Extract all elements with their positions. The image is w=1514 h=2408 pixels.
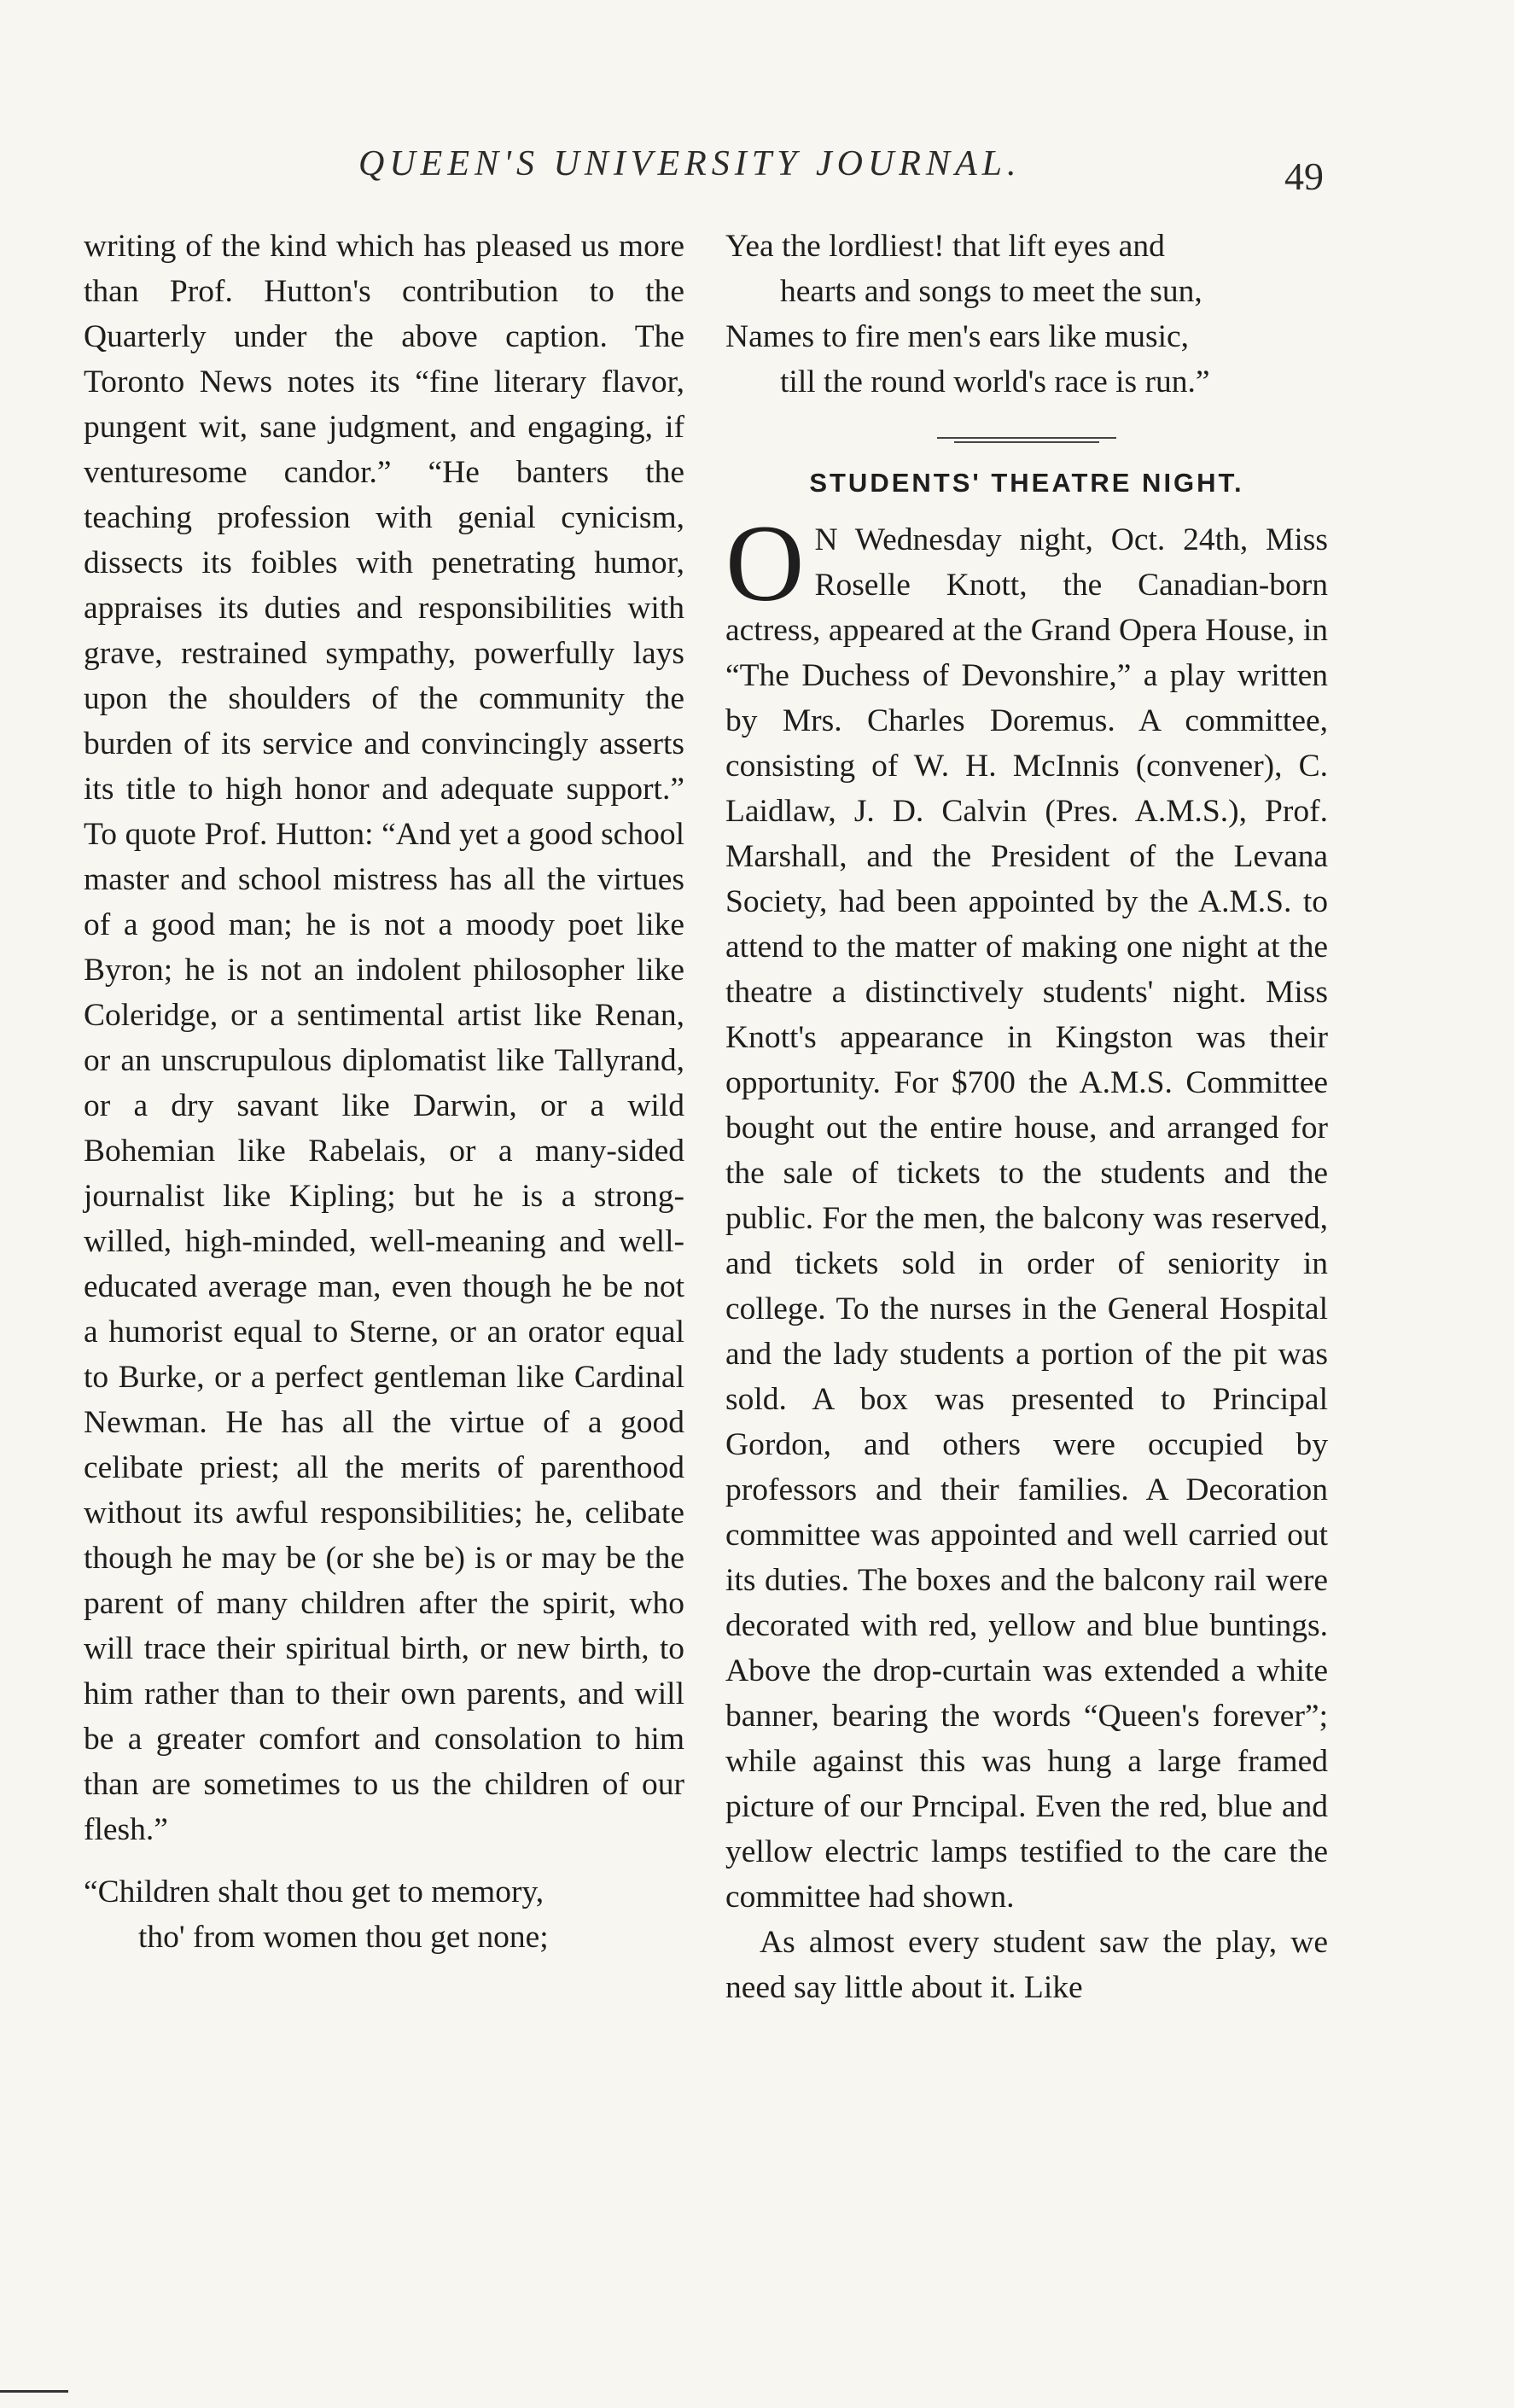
drop-cap: O — [725, 503, 805, 624]
article-paragraph-2: As almost every student saw the play, we need say little about it. Like — [725, 1925, 1328, 2005]
verse-line: Yea the lordliest! that lift eyes and — [725, 229, 1165, 264]
verse-line: Names to fire men's ears like music, — [725, 319, 1190, 354]
verse-line: tho' from women thou get none; — [138, 1920, 549, 1955]
left-paragraph: writing of the kind which has pleased us more than Prof. Hutton's contribution to the Quarterly under the above caption. The Toronto News notes its “fine literary flavor, pungent wit, sane judgment, and engaging, if venturesome candor.” “He banters the teaching profession with genial cynicism, dissects its foibles with penetrating humor, appraises its duties and responsibilities with grave, restrained sympathy, powerfully lays upon the shoulders of the community the burden of its service and convincingly asserts its title to high honor and adequate support.” To quote Prof. Hutton: “And yet a good school master and school mistress has all the virtues of a good man; he is not a moody poet like Byron; he is not an indolent philosopher like Coleridge, or a sentimental artist like Renan, or an unscrupulous diplomatist like Tallyrand, or a dry savant like Darwin, or a wild Bohemian like Rabelais, or a many-sided journalist like Kipling; but he is a strong-willed, high-minded, well-meaning and well-educated average man, even though he be not a humorist equal to Sterne, or an orator equal to Burke, or a perfect gentleman like Cardinal Newman. He has all the virtue of a good celibate priest; all the merits of parenthood without its awful responsibilities; he, celibate though he may be (or she be) is or may be the parent of many children after the spirit, who will trace their spiritual birth, or new birth, to him rather than to their own parents, and will be a greater comfort and consolation to him than are sometimes to us the children of our flesh.” — [84, 229, 684, 1847]
verse-line: hearts and songs to meet the sun, — [780, 274, 1202, 309]
verse-line: “Children shalt thou get to memory, — [84, 1875, 544, 1909]
running-title: QUEEN'S UNIVERSITY JOURNAL. — [358, 144, 1022, 184]
left-verse — [84, 1869, 684, 1960]
section-divider — [725, 437, 1328, 443]
article-paragraph-1 — [725, 503, 1328, 1920]
article-title: STUDENTS' THEATRE NIGHT. — [809, 468, 1244, 498]
paragraph-1-text: N Wednesday night, Oct. 24th, Miss Roselle Knott, the Canadian-born actress, appeared at the Grand Opera House, in “The Duchess of Devonshire,” a play written by Mrs. Charles Doremus. A committee, consisting of W. H. McInnis (convener), C. Laidlaw, J. D. Calvin (Pres. A.M.S.), Prof. Marshall, and the President of the Levana Society, had been appointed by the A.M.S. to attend to the matter of making one night at the theatre a distinctively students' night. Miss Knott's appearance in Kingston was their opportunity. For $700 the A.M.S. Committee bought out the entire house, and arranged for the sale of tickets to the students and the public. For the men, the balcony was reserved, and tickets sold in order of seniority in college. To the nurses in the General Hospital and the lady students a portion of the pit was sold. A box was presented to Principal Gordon, and others were occupied by professors and their families. A Decoration committee was appointed and well carried out its duties. The boxes and the balcony rail were decorated with red, yellow and blue buntings. Above the drop-curtain was extended a white banner, bearing the words “Queen's forever”; while against this was hung a large framed picture of our Prncipal. Even the red, blue and yellow electric lamps testified to the care the committee had shown. — [725, 522, 1328, 1915]
verse-line: till the round world's race is run.” — [780, 364, 1210, 399]
edge-mark — [0, 2390, 68, 2393]
right-verse — [725, 224, 1328, 405]
divider-line — [954, 441, 1099, 443]
right-column — [725, 224, 1328, 2010]
left-column — [84, 224, 684, 1960]
divider-line — [937, 437, 1116, 439]
page-number: 49 — [1284, 155, 1324, 198]
